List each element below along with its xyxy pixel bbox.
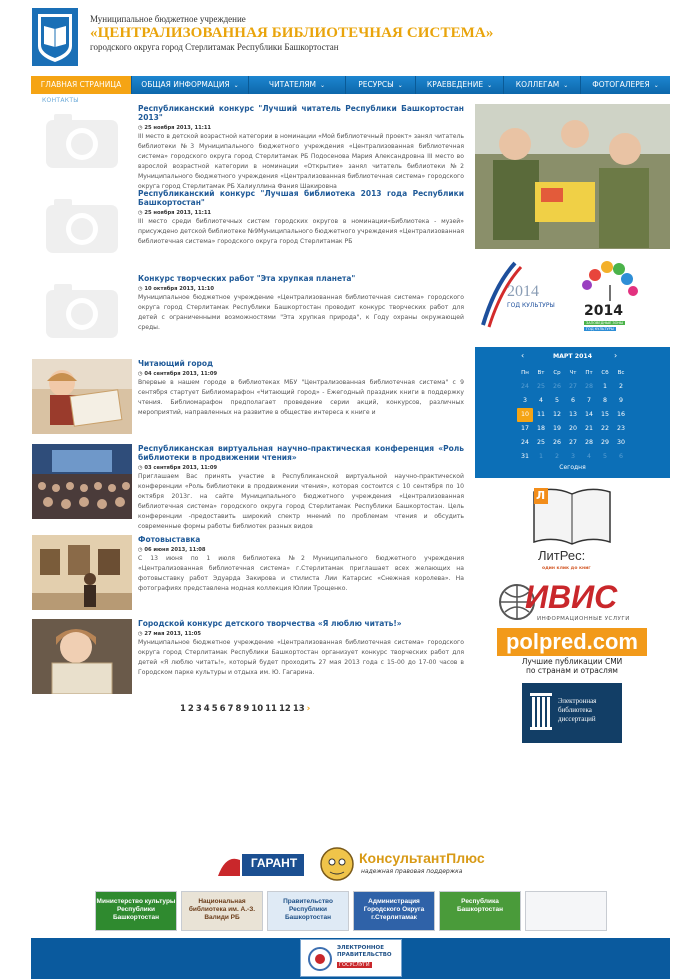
calendar-day[interactable]: 20 [568, 425, 577, 432]
news-date: ◷ 25 ноября 2013, 11:11 [138, 210, 212, 216]
partner-banner[interactable]: Администрация Городского Округа г.Стерлитамак [353, 891, 435, 931]
calendar-day[interactable]: 9 [618, 397, 623, 404]
dissertation-library-banner[interactable] [522, 683, 622, 743]
calendar-weekday: Чт [569, 370, 577, 376]
diss-line: библиотека [558, 706, 592, 714]
calendar-day[interactable]: 28 [584, 439, 593, 446]
news-title-link[interactable]: Республиканская виртуальная научно-практическая конференция «Роль библиотеки в продвижении чтения» [138, 444, 464, 462]
clock-icon: ◷ [138, 631, 143, 637]
calendar-day[interactable]: 3 [522, 397, 527, 404]
news-photo-conference-hall[interactable] [32, 444, 132, 519]
ivis-name: ИВИС [525, 579, 618, 615]
chevron-down-icon: ⌄ [320, 82, 326, 89]
consultant-plus-logo[interactable] [317, 846, 485, 882]
news-photo-exhibition[interactable] [32, 535, 132, 610]
calendar-day[interactable]: 24 [520, 439, 529, 446]
news-date: ◷ 03 сентября 2013, 11:09 [138, 465, 218, 471]
calendar-day-today[interactable]: 10 [517, 408, 533, 422]
calendar-day[interactable]: 27 [568, 383, 577, 390]
clock-icon: ◷ [138, 371, 143, 377]
litres-name: ЛитРес: [538, 548, 586, 563]
main-navigation [31, 76, 670, 94]
litres-logo-letter: Л [536, 489, 546, 502]
partner-banner[interactable] [525, 891, 607, 931]
litres-banner[interactable] [528, 484, 616, 576]
diss-line: Электронная [558, 697, 597, 705]
page-link[interactable]: 8 [235, 704, 242, 714]
calendar-day[interactable]: 6 [618, 453, 623, 460]
site-subtitle: городского округа город Стерлитамак Республики Башкортостан [90, 42, 339, 52]
partner-banner[interactable]: Национальная библиотека им. А.-З. Валиди РБ [181, 891, 263, 931]
page-link[interactable]: 12 [278, 704, 291, 714]
calendar-grid [517, 366, 629, 464]
calendar-day[interactable]: 1 [602, 383, 607, 390]
calendar-day[interactable]: 3 [570, 453, 575, 460]
nav-item-local-history[interactable]: КРАЕВЕДЕНИЕ ⌄ [416, 76, 504, 94]
calendar-day[interactable]: 11 [536, 411, 545, 418]
news-date: ◷ 06 июня 2013, 11:08 [138, 547, 206, 553]
news-title-link[interactable]: Республиканский конкурс "Лучшая библиотека 2013 года Республики Башкортостан" [138, 189, 464, 207]
partner-banner[interactable]: Министерство культуры Республики Башкортостан [95, 891, 177, 931]
calendar-day[interactable]: 1 [538, 453, 543, 460]
calendar-day[interactable]: 4 [586, 453, 591, 460]
clock-icon: ◷ [138, 286, 143, 292]
news-excerpt: С 13 июня по 1 июля библиотека №2 Муниципального бюджетного учреждения «Централизованная библиотечная система» г.Стерлитамак приглашает всех желающих на фотовыставку работ Эдуарда Закирова и стилиста Лии Катарсис «Снежная королева». На фотографиях представлена модная коллекция Юлии Трощенко. [138, 555, 464, 593]
year-label: 2014 [584, 303, 623, 319]
calendar-day[interactable]: 27 [568, 439, 577, 446]
news-date: ◷ 25 ноября 2013, 11:11 [138, 125, 212, 131]
year-caption: ГОД КУЛЬТУРЫ [507, 302, 555, 309]
calendar-day[interactable]: 26 [552, 383, 561, 390]
polpred-banner[interactable] [497, 628, 647, 678]
partner-banner[interactable]: Правительство Республики Башкортостан [267, 891, 349, 931]
ivis-banner[interactable] [497, 580, 647, 625]
garant-logo[interactable] [216, 850, 306, 880]
news-title-link[interactable]: Фотовыставка [138, 535, 201, 544]
nav-item-home[interactable]: ГЛАВНАЯ СТРАНИЦА [31, 76, 132, 94]
featured-photo-children-reading[interactable] [475, 104, 670, 249]
clock-icon: ◷ [138, 210, 143, 216]
calendar-day[interactable]: 2 [618, 383, 623, 390]
polpred-tagline: по странам и отраслям [526, 666, 618, 675]
calendar-prev-icon[interactable]: ‹ [521, 351, 525, 360]
chevron-down-icon: ⌄ [487, 82, 493, 89]
egov-gosuslugi-label: ГОСУСЛУГИ [339, 962, 370, 968]
calendar-weekday: Пт [585, 370, 593, 376]
library-emblem-logo[interactable] [32, 8, 78, 66]
site-header [0, 0, 700, 76]
page-link[interactable]: 9 [243, 704, 250, 714]
page-link[interactable]: 6 [219, 704, 226, 714]
ivis-tagline: ИНФОРМАЦИОННЫЕ УСЛУГИ [537, 616, 630, 622]
calendar-weekday: Сб [601, 370, 609, 376]
calendar-weekday: Пн [521, 370, 529, 376]
year-caption: ГОД КУЛЬТУРЫ [586, 327, 614, 331]
calendar-day[interactable]: 23 [616, 425, 625, 432]
calendar-day[interactable]: 29 [600, 439, 609, 446]
news-title-link[interactable]: Республиканский конкурс "Лучший читатель Республики Башкортостан 2013" [138, 104, 464, 122]
calendar-day[interactable]: 15 [600, 411, 609, 418]
egov-line: ПРАВИТЕЛЬСТВО [337, 952, 392, 958]
next-page-arrow-icon[interactable]: › [306, 704, 311, 714]
calendar-day[interactable]: 2 [554, 453, 559, 460]
news-excerpt: Муниципальное бюджетное учреждение «Централизованная библиотечная система» городского округа город Стерлитамак Республики Башкортостан организует конкурс творческих работ для детей «Я люблю читать!», который будет проходить 27 мая 2013 года с 15-00 до 17-00 часов в Городском парке культуры и отдыха им. Ю. Гагарина. [138, 639, 464, 677]
calendar-day[interactable]: 14 [584, 411, 593, 418]
egov-gosuslugi-banner[interactable] [300, 939, 402, 977]
calendar-day[interactable]: 17 [520, 425, 529, 432]
news-date: ◷ 04 сентября 2013, 11:09 [138, 371, 218, 377]
calendar-day[interactable]: 16 [616, 411, 625, 418]
chevron-down-icon: ⌄ [233, 82, 239, 89]
calendar-day[interactable]: 30 [616, 439, 625, 446]
nav-subitem-contacts[interactable]: КОНТАКТЫ [42, 97, 79, 104]
calendar-day[interactable]: 26 [552, 439, 561, 446]
consultant-plus-tagline: надежная правовая поддержка [361, 868, 463, 875]
news-excerpt: Муниципальное бюджетное учреждение «Централизованная библиотечная система» городского округа город Стерлитамак Республики Башкортостан проводит конкурс творческих работ для детей с ограниченными возможностями "Эта хрупкая природа", к Году охраны окружающей среды. [138, 294, 464, 332]
camera-placeholder-icon[interactable] [32, 189, 132, 264]
consultant-plus-name: КонсультантПлюс [359, 850, 485, 866]
site-title: «ЦЕНТРАЛИЗОВАННАЯ БИБЛИОТЕЧНАЯ СИСТЕМА» [90, 25, 494, 41]
nav-item-colleagues[interactable]: КОЛЛЕГАМ ⌄ [504, 76, 581, 94]
page-link[interactable]: 5 [211, 704, 218, 714]
calendar-day[interactable]: 5 [602, 453, 607, 460]
year-label: 2014 [507, 283, 539, 300]
news-excerpt: Приглашаем Вас принять участие в Республиканской виртуальной научно-практической конференции «Роль библиотеки в продвижении чтения», которая состоится с 10 сентября по 10 октября 2013г. на сайте Муниципального бюджетного учреждения «Централизованная библиотечная система» городского округа город Стерлитамак Республики Башкортостан. Цель конференции -предоставить широкий спектр мнений по проблемам чтения и обсудить современные формы работы библиотек разных видов [138, 473, 464, 531]
calendar-next-icon[interactable]: › [614, 351, 618, 360]
camera-placeholder-icon[interactable] [32, 274, 132, 349]
news-title-link[interactable]: Конкурс творческих работ "Эта хрупкая планета" [138, 274, 356, 283]
calendar-day[interactable]: 31 [520, 453, 529, 460]
calendar-day[interactable]: 22 [600, 425, 609, 432]
page-link[interactable]: 13 [292, 704, 305, 714]
page-link[interactable]: 1 [180, 704, 186, 714]
news-title-link[interactable]: Читающий город [138, 359, 214, 368]
calendar-weekday: Вт [537, 370, 545, 376]
clock-icon: ◷ [138, 465, 143, 471]
page-link[interactable]: 7 [227, 704, 234, 714]
news-date: ◷ 27 мая 2013, 11:05 [138, 631, 201, 637]
calendar-day[interactable]: 25 [536, 383, 545, 390]
calendar-day[interactable]: 4 [538, 397, 543, 404]
calendar-day[interactable]: 19 [552, 425, 561, 432]
calendar-day[interactable]: 21 [584, 425, 593, 432]
year-caption: ЗАПОВЕДНЫЕ ЗОНЫ [586, 321, 624, 325]
polpred-name: polpred.com [497, 628, 647, 656]
partner-banner[interactable]: Республика Башкортостан [439, 891, 521, 931]
litres-tagline: один клик до книг [542, 566, 591, 571]
page-link[interactable]: 10 [251, 704, 264, 714]
news-title-link[interactable]: Городской конкурс детского творчества «Я люблю читать!» [138, 619, 402, 628]
chevron-down-icon: ⌄ [653, 82, 659, 89]
calendar-day[interactable]: 8 [602, 397, 607, 404]
page-link[interactable]: 2 [187, 704, 194, 714]
page-link[interactable]: 11 [265, 704, 277, 714]
clock-icon: ◷ [138, 547, 143, 553]
nav-item-general-info[interactable]: ОБЩАЯ ИНФОРМАЦИЯ ⌄ [132, 76, 249, 94]
news-excerpt: Впервые в нашем городе в библиотеках МБУ "Централизованная библиотечная система" с 9 сентября стартует Библиомарафон «Читающий город» - Ежегодный праздник книги в поддержку чтения. Библиомарафон предполагает проведение серии акций, конкурсов, различных мероприятий, направленных на развитие в обществе интереса к книге и [138, 379, 464, 417]
chevron-down-icon: ⌄ [563, 82, 569, 89]
calendar-month-label: МАРТ 2014 [552, 353, 593, 360]
year-of-culture-banner[interactable] [475, 255, 670, 335]
diss-line: диссертаций [558, 715, 596, 723]
nav-item-resources[interactable]: РЕСУРСЫ ⌄ [346, 76, 416, 94]
calendar-day[interactable]: 24 [520, 383, 529, 390]
chevron-down-icon: ⌄ [397, 82, 403, 89]
news-photo-child-reading[interactable] [32, 359, 132, 434]
org-type-label: Муниципальное бюджетное учреждение [90, 14, 246, 24]
clock-icon: ◷ [138, 125, 143, 131]
news-excerpt: III место в детской возрастной категории в номинации «Мой библиотечный проект» занял читатель библиотеки №3 Муниципального бюджетного учреждения «Централизованная библиотечная система» городского округа город Стерлитамак РБ Подосенова Мария Александровна III место во взрослой возрастной категории в номинации «Открытие» занял читатель библиотеки №2 Муниципального бюджетного учреждения «Централизованная библиотечная система» городского округа город Стерлитамак РБ Халиуллина Фания Шакировна [138, 133, 464, 191]
polpred-tagline: Лучшие публикации СМИ [521, 657, 623, 666]
garant-name: ГАРАНТ [250, 856, 298, 870]
calendar-day[interactable]: 5 [554, 397, 559, 404]
calendar-weekday: Вс [617, 370, 625, 376]
calendar-day[interactable]: 13 [568, 411, 577, 418]
calendar-day[interactable]: 7 [586, 397, 591, 404]
news-date: ◷ 10 октября 2013, 11:10 [138, 286, 214, 292]
nav-item-readers[interactable]: ЧИТАТЕЛЯМ ⌄ [249, 76, 346, 94]
calendar-day[interactable]: 12 [552, 411, 561, 418]
calendar-day[interactable]: 6 [570, 397, 575, 404]
events-calendar [475, 347, 670, 478]
pagination [180, 704, 310, 714]
camera-placeholder-icon[interactable] [32, 104, 132, 179]
calendar-day[interactable]: 18 [536, 425, 545, 432]
nav-item-photo-gallery[interactable]: ФОТОГАЛЕРЕЯ ⌄ [592, 80, 659, 89]
calendar-day[interactable]: 25 [536, 439, 545, 446]
calendar-weekday: Ср [553, 370, 561, 376]
egov-line: ЭЛЕКТРОННОЕ [337, 945, 384, 951]
calendar-day[interactable]: 28 [584, 383, 593, 390]
page-link[interactable]: 4 [203, 704, 210, 714]
news-excerpt: III место среди библиотечных систем городских округов в номинации«Библиотека - музей» присуждено детской библиотеке №9Муниципального бюджетного учреждения «Централизованная библиотечная система» городского округа город Стерлитамак РБ [138, 218, 464, 246]
calendar-today-link[interactable]: Сегодня [559, 464, 586, 471]
page-link[interactable]: 3 [195, 704, 202, 714]
news-photo-child-book[interactable] [32, 619, 132, 694]
